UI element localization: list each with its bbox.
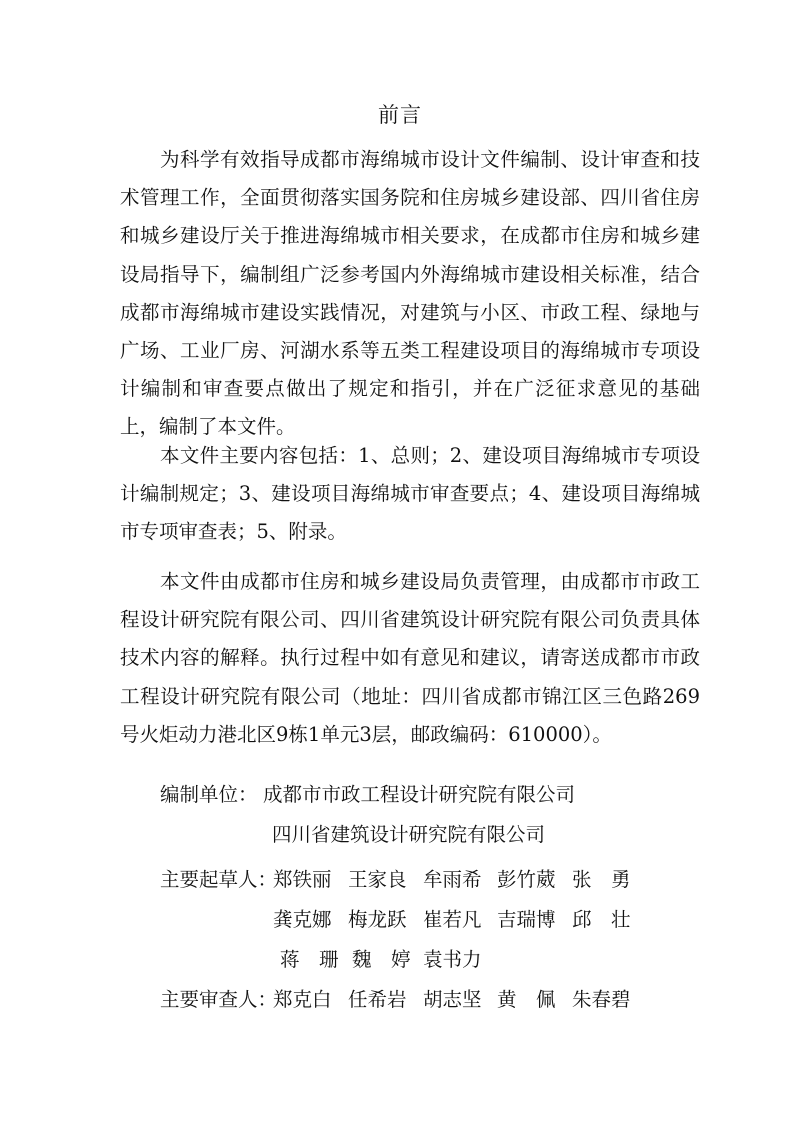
management-paragraph: 本文件由成都市住房和城乡建设局负责管理，由成都市市政工程设计研究院有限公司、四川省建筑设计研究院有限公司负责具体技术内容的解释。执行过程中如有意见和建议，请寄送成都市市政工程设计研究院有限公司（地址：四川省成都市锦江区三色路269号火炬动力港北区9栋1单元3层，邮政编码：610000）。 xyxy=(120,570,700,746)
drafter-name: 牟雨希 xyxy=(423,868,482,891)
compiling-units-label: 编制单位： xyxy=(160,783,258,806)
reviewer-name: 朱春碧 xyxy=(572,988,631,1011)
drafter-name: 魏 婷 xyxy=(352,948,411,971)
compiling-unit: 成都市市政工程设计研究院有限公司 xyxy=(263,783,576,806)
reviewer-name: 郑克白 xyxy=(273,988,332,1011)
drafter-name: 蒋 珊 xyxy=(280,948,339,971)
contents-paragraph: 本文件主要内容包括：1、总则；2、建设项目海绵城市专项设计编制规定；3、建设项目海绵城市审查要点；4、建设项目海绵城市专项审查表；5、附录。 xyxy=(120,444,700,544)
reviewer-name: 胡志坚 xyxy=(423,988,482,1011)
main-reviewers-label: 主要审查人： xyxy=(160,988,278,1011)
compiling-unit: 四川省建筑设计研究院有限公司 xyxy=(272,823,546,846)
drafter-name: 梅龙跃 xyxy=(348,908,407,931)
drafter-name: 王家良 xyxy=(348,868,407,891)
main-drafters-label: 主要起草人： xyxy=(160,868,278,891)
reviewer-name: 任希岩 xyxy=(348,988,407,1011)
reviewer-name: 黄 佩 xyxy=(497,988,556,1011)
drafter-name: 郑铁丽 xyxy=(273,868,332,891)
drafter-name: 彭竹葳 xyxy=(497,868,556,891)
drafter-name: 张 勇 xyxy=(572,868,631,891)
drafter-name: 崔若凡 xyxy=(423,908,482,931)
drafter-name: 邱 壮 xyxy=(572,908,631,931)
intro-paragraph: 为科学有效指导成都市海绵城市设计文件编制、设计审查和技术管理工作，全面贯彻落实国务院和住房城乡建设部、四川省住房和城乡建设厅关于推进海绵城市相关要求，在成都市住房和城乡建设局指导下，编制组广泛参考国内外海绵城市建设相关标准，结合成都市海绵城市建设实践情况，对建筑与小区、市政工程、绿地与广场、工业厂房、河湖水系等五类工程建设项目的海绵城市专项设计编制和审查要点做出了规定和指引，并在广泛征求意见的基础上，编制了本文件。 xyxy=(120,148,700,439)
drafter-name: 吉瑞博 xyxy=(497,908,556,931)
drafter-name: 袁书力 xyxy=(423,948,482,971)
page-title: 前言 xyxy=(378,103,422,127)
drafter-name: 龚克娜 xyxy=(273,908,332,931)
